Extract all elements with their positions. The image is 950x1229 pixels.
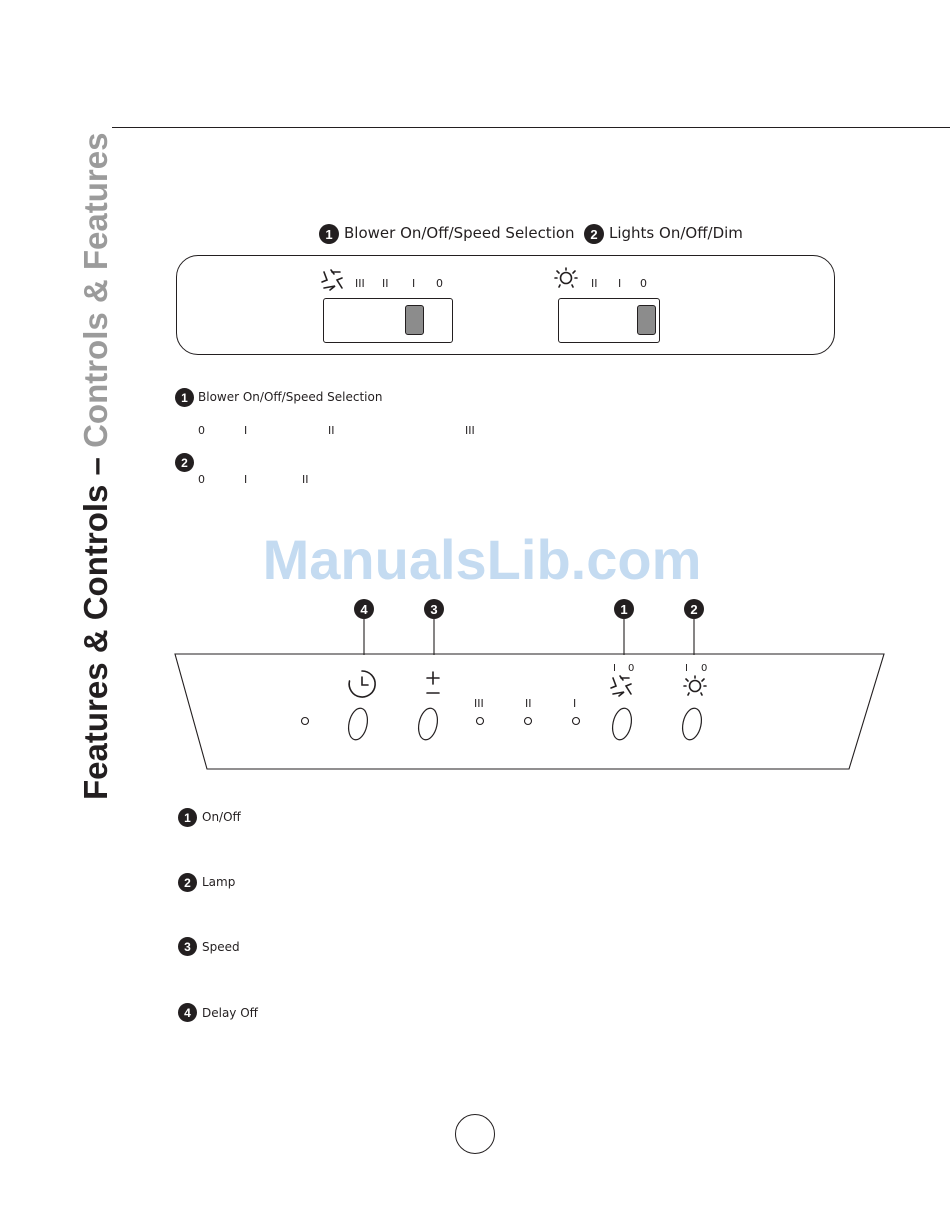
speed-label-1: I	[573, 697, 577, 710]
speed-led-3	[477, 718, 484, 725]
callout-badge-2: 2	[584, 224, 604, 244]
row1-3: III	[465, 424, 475, 437]
row1-0: 0	[198, 424, 205, 437]
clock-icon	[346, 669, 378, 699]
legend-badge-1: 1	[178, 808, 197, 827]
side-title-grey: Controls & Features	[77, 132, 114, 448]
light-pos-1: I	[618, 277, 622, 290]
legend-badge-2: 2	[178, 873, 197, 892]
delay-off-button[interactable]	[346, 706, 370, 742]
fan-icon	[609, 674, 635, 698]
speed-button[interactable]	[416, 706, 440, 742]
onoff-label-0-lamp: 0	[701, 663, 708, 674]
light-pos-0: 0	[640, 277, 647, 290]
row1-2: II	[328, 424, 335, 437]
speed-label-3: III	[474, 697, 484, 710]
blower-pos-2: II	[382, 277, 389, 290]
legend-label-2: Lamp	[202, 875, 236, 889]
blower-pos-0: 0	[436, 277, 443, 290]
watermark: ManualsLib.com	[262, 528, 702, 591]
blower-pos-3: III	[355, 277, 365, 290]
callout-badge-1: 1	[319, 224, 339, 244]
legend-label-3: Speed	[202, 940, 240, 954]
item-badge-1: 1	[175, 388, 194, 407]
speed-label-2: II	[525, 697, 532, 710]
on-off-button[interactable]	[610, 706, 634, 742]
blower-heading: Blower On/Off/Speed Selection	[344, 224, 575, 242]
item-1-label: Blower On/Off/Speed Selection	[198, 390, 383, 404]
row1-1: I	[244, 424, 248, 437]
legend-badge-4: 4	[178, 1003, 197, 1022]
blower-pos-1: I	[412, 277, 416, 290]
item-badge-2: 2	[175, 453, 194, 472]
row2-0: 0	[198, 473, 205, 486]
bulb-icon	[682, 674, 708, 698]
plus-minus-icon	[424, 670, 442, 698]
onoff-label-0-blower: 0	[628, 663, 635, 674]
lamp-button[interactable]	[680, 706, 704, 742]
speed-led-2	[525, 718, 532, 725]
speed-led-1	[573, 718, 580, 725]
legend-label-1: On/Off	[202, 810, 241, 824]
callout-1: 1	[614, 599, 634, 619]
lights-heading: Lights On/Off/Dim	[609, 224, 743, 242]
callout-4: 4	[354, 599, 374, 619]
onoff-label-i-lamp: I	[685, 663, 688, 674]
onoff-label-i-blower: I	[613, 663, 616, 674]
touch-panel-outline	[175, 654, 884, 769]
callout-2: 2	[684, 599, 704, 619]
indicator-led-left	[302, 718, 309, 725]
row2-1: I	[244, 473, 248, 486]
callout-3: 3	[424, 599, 444, 619]
light-pos-2: II	[591, 277, 598, 290]
legend-label-4: Delay Off	[202, 1006, 258, 1020]
legend-badge-3: 3	[178, 937, 197, 956]
page-number-circle	[455, 1114, 495, 1154]
row2-2: II	[302, 473, 309, 486]
side-title-dark: Features & Controls –	[77, 447, 114, 800]
